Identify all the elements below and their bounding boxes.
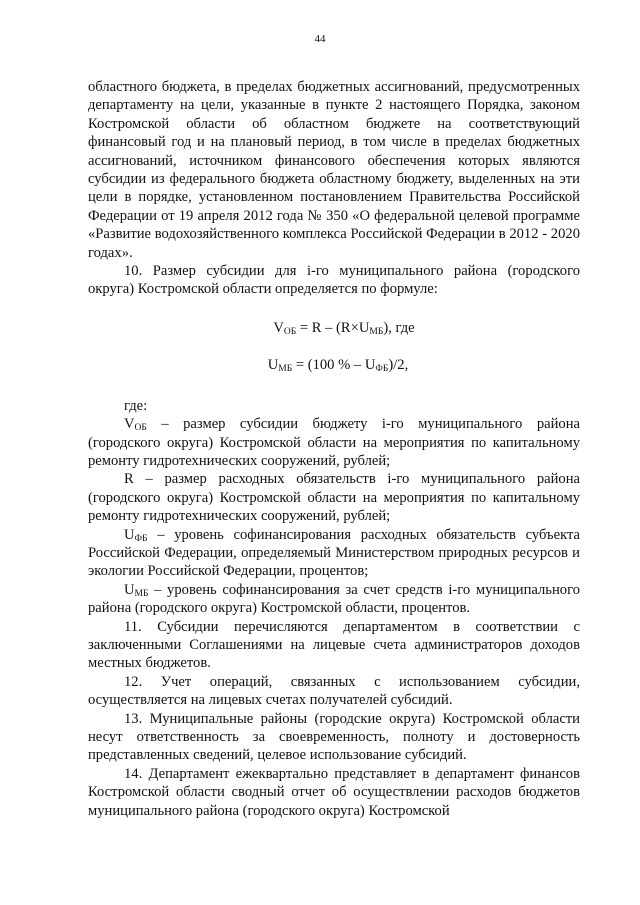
formula-subsidy: $V_{ОБ} = R - (R\times U_{МБ})$, где [273, 319, 415, 337]
paragraph-12: 12. Учет операций, связанных с использованием субсидии, осуществляется на лицевых счетах получателей субсидий. [88, 673, 580, 709]
paragraph-14: 14. Департамент ежеквартально представляет в департамент финансов Костромской области сводный отчет об осуществлении расходов бюджетов муниципального района (городского округа) Костромской [88, 765, 580, 819]
document-body [88, 78, 580, 820]
page-number: 44 [314, 33, 326, 45]
definition-vob: $V_{ОБ}$ – размер субсидии бюджету i-го муниципального района (городского округа) Костромской области на мероприятия по капитальному ремонту гидротехнических сооружений, рублей; [88, 416, 580, 469]
paragraph-9-continuation: областного бюджета, в пределах бюджетных ассигнований, предусмотренных департаменту на цели, указанные в пункте 2 настоящего Порядка, законом Костромской области об областном бюджете на соответствующий финансовый год и на плановый период, в том числе в пределах бюджетных ассигнований, источником финансового обеспечения которых являются субсидии из федерального бюджета областному бюджету, выделенных на эти цели в порядке, установленном постановлением Правительства Российской Федерации от 19 апреля 2012 года № 350 «О федеральной целевой программе «Развитие водохозяйственного комплекса Российской Федерации в 2012 - 2020 годах». [88, 79, 580, 261]
definition-umb: $U_{МБ}$ – уровень софинансирования за счет средств i-го муниципального района (городского округа) Костромской области, процентов. [88, 581, 580, 617]
paragraph-13: 13. Муниципальные районы (городские округа) Костромской области несут ответственность за своевременность, полноту и достоверность представленных сведений, целевое использование субсидий. [88, 710, 580, 764]
definition-ufb: $U_{ФБ}$ – уровень софинансирования расходных обязательств субъекта Российской Федерации, определяемый Министерством природных ресурсов и экологии Российской Федерации, процентов; [88, 526, 580, 580]
where-label: где: [124, 397, 148, 414]
paragraph-10: 10. Размер субсидии для i-го муниципального района (городского округа) Костромской области определяется по формуле: [88, 263, 580, 298]
formula-cofinancing: $U_{МБ} = (100$ % – $U_{ФБ})/2$, [267, 357, 409, 375]
paragraph-11: 11. Субсидии перечисляются департаментом в соответствии с заключенными Соглашениями на лицевые счета администраторов доходов местных бюджетов. [88, 618, 580, 672]
definition-r: R – размер расходных обязательств i-го муниципального района (городского округа) Костромской области на мероприятия по капитальному ремонту гидротехнических сооружений, рублей; [88, 471, 580, 525]
